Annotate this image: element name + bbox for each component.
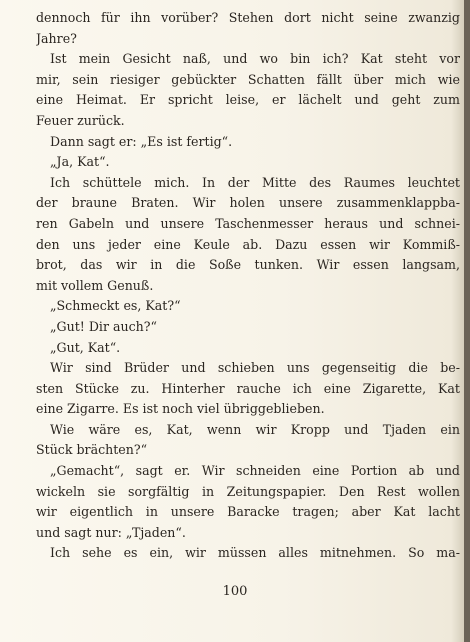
text-line: der braune Braten. Wir holen unsere zusammenklappba-: [36, 195, 460, 211]
text-line: ren Gabeln und unsere Taschenmesser heraus und schnei-: [36, 215, 460, 231]
text-line: Feuer zurück.: [36, 112, 125, 128]
text-line: „Gut! Dir auch?“: [50, 318, 157, 334]
text-line: sten Stücke zu. Hinterher rauche ich eine Zigarette, Kat: [36, 380, 460, 396]
text-line: dennoch für ihn vorüber? Stehen dort nicht seine zwanzig: [36, 10, 460, 25]
text-line: und sagt nur: „Tjaden“.: [36, 524, 186, 540]
text-line: Wir sind Brüder und schieben uns gegenseitig die be-: [50, 360, 460, 376]
text-line: brot, das wir in die Soße tunken. Wir essen langsam,: [36, 257, 460, 273]
book-spine-edge: [464, 0, 470, 642]
text-line: Stück brächten?“: [36, 442, 148, 458]
text-line: mir, sein riesiger gebückter Schatten fällt über mich wie: [36, 71, 460, 87]
text-line: wickeln sie sorgfältig in Zeitungspapier. Den Rest wollen: [36, 483, 460, 499]
text-line: „Gemacht“, sagt er. Wir schneiden eine Portion ab und: [50, 463, 460, 479]
page-number: 100: [222, 584, 248, 599]
text-line: Jahre?: [36, 30, 77, 46]
text-line: „Schmeckt es, Kat?“: [50, 298, 181, 314]
text-line: Ist mein Gesicht naß, und wo bin ich? Kat steht vor: [50, 51, 460, 67]
text-line: „Gut, Kat“.: [50, 339, 121, 355]
text-line: mit vollem Genuß.: [36, 277, 154, 293]
text-line: den uns jeder eine Keule ab. Dazu essen wir Kommiß-: [36, 236, 460, 252]
text-line: wir eigentlich in unsere Baracke tragen; aber Kat lacht: [36, 504, 460, 520]
text-line: Wie wäre es, Kat, wenn wir Kropp und Tjaden ein: [50, 421, 460, 437]
text-line: „Ja, Kat“.: [50, 154, 110, 170]
text-line: Ich sehe es ein, wir müssen alles mitnehmen. So ma-: [50, 545, 460, 561]
body-text: [36, 8, 460, 564]
text-line: eine Zigarre. Es ist noch viel übriggeblieben.: [36, 401, 325, 417]
text-line: eine Heimat. Er spricht leise, er lächelt und geht zum: [36, 92, 460, 108]
text-line: Ich schüttele mich. In der Mitte des Raumes leuchtet: [50, 174, 460, 190]
text-line: Dann sagt er: „Es ist fertig“.: [50, 133, 233, 149]
